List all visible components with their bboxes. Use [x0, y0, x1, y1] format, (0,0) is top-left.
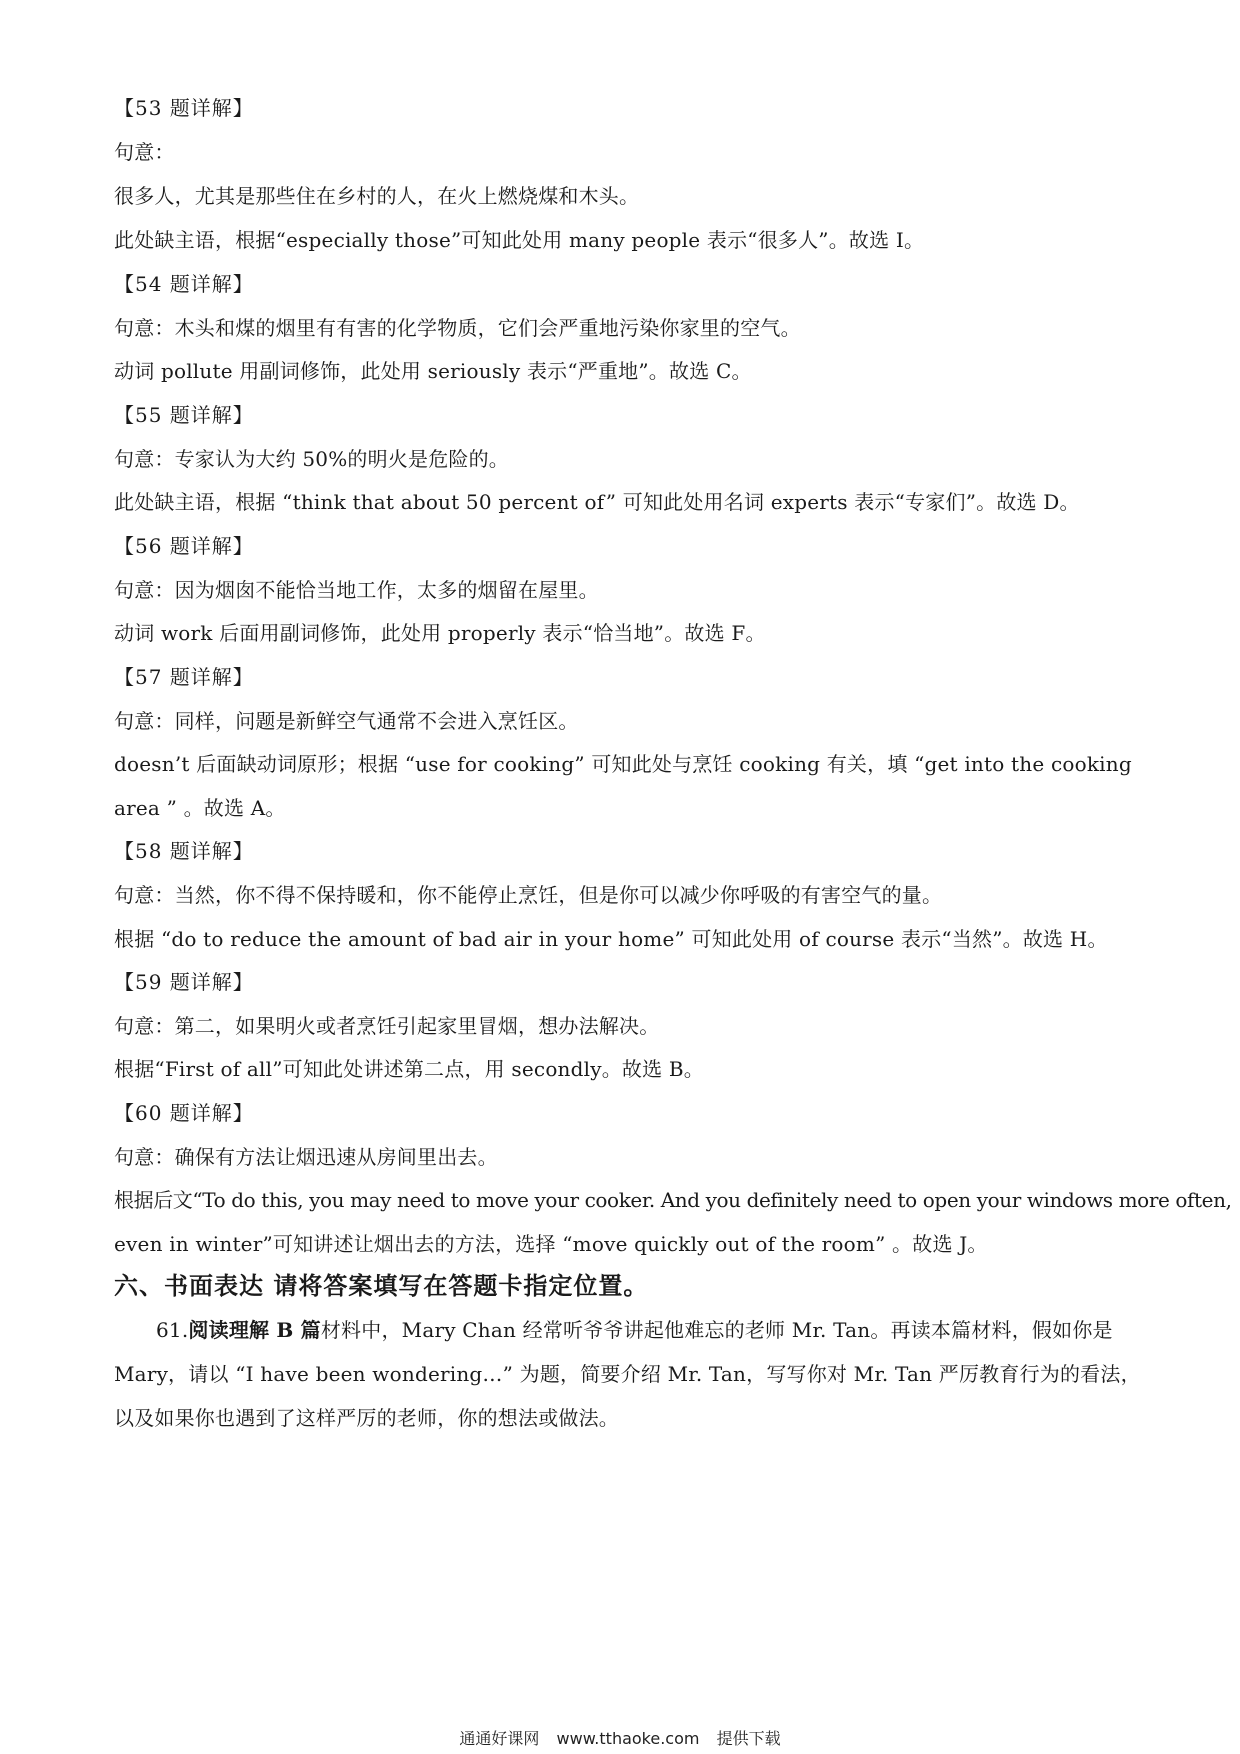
q58-analysis: 根据 “do to reduce the amount of bad air in your home” 可知此处用 of course 表示“当然”。故选 H。 [114, 927, 1108, 951]
footer-site-name: 通通好课网 [459, 1729, 540, 1748]
q61-line2: Mary，请以 “I have been wondering…” 为题，简要介绍 Mr. Tan，写写你对 Mr. Tan 严厉教育行为的看法， [114, 1362, 1141, 1386]
q53-heading: 【53 题详解】 [114, 96, 254, 120]
q58-meaning: 句意：当然，你不得不保持暖和，你不能停止烹饪，但是你可以减少你呼吸的有害空气的量。 [114, 883, 943, 907]
q61-line3: 以及如果你也遇到了这样严厉的老师，你的想法或做法。 [114, 1406, 619, 1430]
q61-number: 61. [156, 1318, 189, 1342]
q59-heading: 【59 题详解】 [114, 970, 254, 994]
q59-meaning: 句意：第二，如果明火或者烹饪引起家里冒烟，想办法解决。 [114, 1014, 660, 1038]
q60-meaning: 句意：确保有方法让烟迅速从房间里出去。 [114, 1145, 498, 1169]
q53-meaning: 很多人，尤其是那些住在乡村的人，在火上燃烧煤和木头。 [114, 184, 640, 208]
q61-line1-text: 材料中，Mary Chan 经常听爷爷讲起他难忘的老师 Mr. Tan。再读本篇材料，假如你是 [320, 1318, 1113, 1342]
footer-url[interactable]: www.tthaoke.com [556, 1729, 700, 1748]
q57-analysis-line1: doesn’t 后面缺动词原形；根据 “use for cooking” 可知此处与烹饪 cooking 有关，填 “get into the cooking [114, 752, 1132, 776]
q55-analysis: 此处缺主语，根据 “think that about 50 percent of” 可知此处用名词 experts 表示“专家们”。故选 D。 [114, 490, 1080, 514]
section-title: 六、书面表达 请将答案填写在答题卡指定位置。 [114, 1272, 649, 1300]
q61-bold-reference: 阅读理解 B 篇 [188, 1318, 321, 1342]
q60-heading: 【60 题详解】 [114, 1101, 254, 1125]
q54-meaning: 句意：木头和煤的烟里有有害的化学物质，它们会严重地污染你家里的空气。 [114, 316, 801, 340]
q58-heading: 【58 题详解】 [114, 839, 254, 863]
q57-heading: 【57 题详解】 [114, 665, 254, 689]
q61-line1 [156, 1316, 1130, 1344]
page-footer [0, 1728, 1240, 1750]
q56-analysis: 动词 work 后面用副词修饰，此处用 properly 表示“恰当地”。故选 F。 [114, 621, 766, 645]
q57-meaning: 句意：同样，问题是新鲜空气通常不会进入烹饪区。 [114, 709, 579, 733]
q56-meaning: 句意：因为烟囱不能恰当地工作，太多的烟留在屋里。 [114, 578, 599, 602]
q60-analysis-line2: even in winter”可知讲述让烟出去的方法，选择 “move quickly out of the room” 。故选 J。 [114, 1232, 988, 1256]
q57-analysis-line2: area ” 。故选 A。 [114, 796, 286, 820]
q55-heading: 【55 题详解】 [114, 403, 254, 427]
q54-analysis: 动词 pollute 用副词修饰，此处用 seriously 表示“严重地”。故选 C。 [114, 359, 752, 383]
q54-heading: 【54 题详解】 [114, 272, 254, 296]
q53-analysis: 此处缺主语，根据“especially those”可知此处用 many people 表示“很多人”。故选 I。 [114, 228, 925, 252]
q56-heading: 【56 题详解】 [114, 534, 254, 558]
q60-analysis-line1: 根据后文“To do this, you may need to move your cooker. And you definitely need to open your windows more often, [114, 1188, 1232, 1212]
q53-meaning-label: 句意： [114, 140, 175, 164]
q55-meaning: 句意：专家认为大约 50%的明火是危险的。 [114, 447, 510, 471]
q59-analysis: 根据“First of all”可知此处讲述第二点，用 secondly。故选 B。 [114, 1057, 704, 1081]
footer-suffix: 提供下载 [716, 1729, 781, 1748]
